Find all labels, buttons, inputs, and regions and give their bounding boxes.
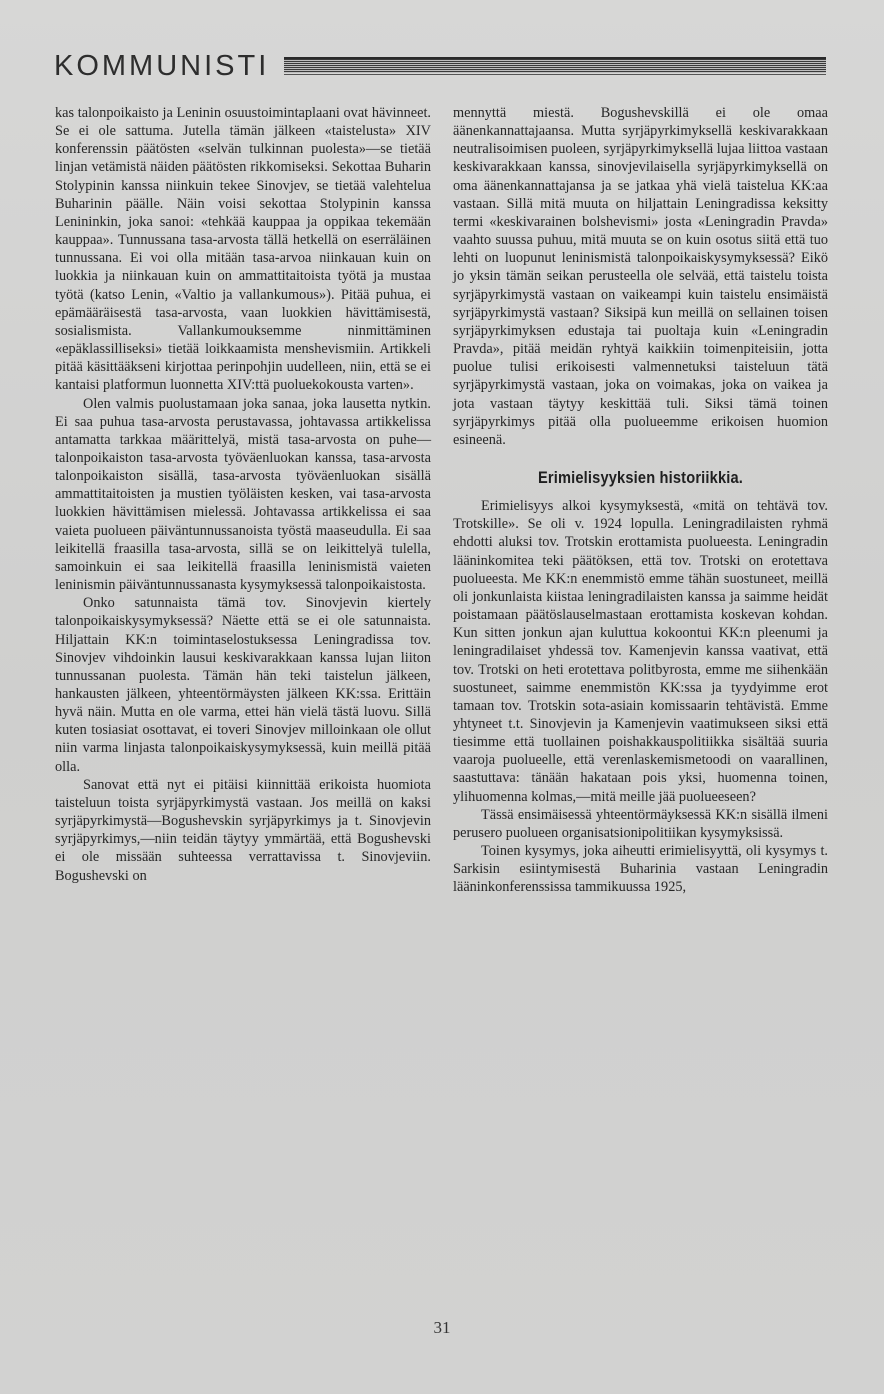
journal-title: KOMMUNISTI (54, 50, 270, 82)
header-rule-thin (284, 74, 826, 75)
paragraph: Onko satunnaista tämä tov. Sinovjevin kiertely talonpoikaiskysymyksessä? Näette että se ei ole satunnaista. Hiljattain KK:n toimintaselostuksessa Leningradissa tov. Sinovjev vihdoinkin lausui keskivarakkaan kanssa lujan liiton tunnussanan puolesta. Tämän hän teki taistelun jälkeen, hankausten jälkeen, yhteentörmäysten jälkeen KK:ssa. Erittäin hyvä näin. Mutta en ole varma, ettei hän vielä tästä luovu. Sillä kuten tosiasiat osottavat, ei toveri Sinovjev milloinkaan ole ollut niin varma linjasta talonpoikaiskysymyksessä, kuin meillä pitää olla. (55, 595, 431, 775)
paragraph: Sanovat että nyt ei pitäisi kiinnittää erikoista huomiota taisteluun toista syrjäpyrkimystä vastaan. Jos meillä on kaksi syrjäpyrkimystä—Bogushevskin syrjäpyrkimys ja t. Sinovjevin syrjäpyrkimys,—niin teidän täytyy ymmärtää, että Bogushevski ei ole missään suhteessa verrattavissa t. Sinovjeviin. Bogushevski on (55, 776, 431, 884)
paragraph: Tässä ensimäisessä yhteentörmäyksessä KK:n sisällä ilmeni perusero puolueen organisatsionipolitiikan kysymyksissä. (453, 806, 828, 841)
section-heading: Erimielisyyksien historiikkia. (537, 467, 744, 487)
right-column (453, 104, 828, 897)
paragraph: Erimielisyys alkoi kysymyksestä, «mitä on tehtävä tov. Trotskille». Se oli v. 1924 lopulla. Leningradilaisten ryhmä ehdotti aluksi tov. Trotskin erottamista puolueesta. Leningradin lääninkomitea teki päätöksen, että tov. Trotski on erotettava puolueesta. Me KK:n enemmistö emme tähän suostuneet, meillä oli jonkunlaista kiistaa leningradilaisten kanssa ja saimme heidät poistamaan päätöslauselmastaan erottamista koskevan kohdan. Kun sitten jonkun ajan kuluttua kokoontui KK:n pleenumi ja leningradilaiset yhdessä tov. Kamenjevin kanssa vaativat, että tov. Trotski on heti erotettava politbyrosta, emme me siihenkään suostuneet, saimme enemmistön KK:ssa ja tyydyimme erot tamaan tov. Trotskin sota-asiain komissaarin tehtävistä. Emme yhtyneet t.t. Sinovjevin ja Kamenjevin vaatimukseen siksi että tiesimme että tuollainen poishakkauspolitiikka sisältää suuria vaaroja puolueelle, että verenlaskemismetoodi on vaarallinen, saastuttava: tänään hakataan pois yksi, huomenna toinen, ylihuomenna kolmas,—mitä meille jää puolueeseen? (453, 498, 828, 805)
paragraph: kas talonpoikaisto ja Leninin osuustoimintaplaani ovat hävinneet. Se ei ole sattuma. Jutella tämän jälkeen «taistelusta» XIV konferenssin päätösten «selvän tulkinnan puolesta»—se tietää linjan vetämistä näiden päätösten rikkomiseksi. Sekottaa Buharin Stolypinin kanssa niinkuin tekee Sinovjev, se tietää valehtelua Buharinin päälle. Näin voisi sekottaa Stolypinin kanssa Lenininkin, joka sanoi: «tehkää kauppaa ja oppikaa tekemään kauppaa». Tunnussana tasa-arvosta tällä hetkellä on eserräläinen tunnussana. Ei voi olla mitään tasa-arvoa niinkauan kuin on luokkia ja niinkauan kuin on ammattitaitoista työtä ja mustaa työtä (katso Lenin, «Valtio ja vallankumous»). Pitää puhua, ei epämääräisestä tasa-arvosta, vaan luokkien hävittämisestä, sosialismista. Vallankumouksemme ninmittäminen «epäklassilliseksi» tietää loikkaamista menshevismiin. Artikkeli pitää käsittääkseni kirjottaa perinpohjin uudelleen, niin, että se ei kantaisi platformun luonnetta XIV:ttä puoluekokousta varten». (55, 105, 431, 394)
page-number: 31 (433, 1318, 451, 1337)
header-rule (284, 57, 826, 73)
paragraph: mennyttä miestä. Bogushevskillä ei ole omaa äänenkannattajaansa. Mutta syrjäpyrkimyksellä keskivarakkaan neutralisoimisen puoleen, syrjäpyrkimyksellä lujaa liittoa vastaan keskivarakkaan kanssa, sinovjevilaisella syrjäpyrkimyksellä on oma äänenkannattajansa ja se jatkaa yhä vielä taistelua KK:aa vastaan. Sillä mitä muuta on hiljattain Leningradissa keksitty termi «keskivarainen bolshevismi» josta «Leningradin Pravda» vaahto suussa puhuu, mitä muuta se on kuin osotus siitä että tuo lehti on luopunut leninismistä talonpoikaiskysymyksessä? Eikö jo yksin tämän seikan perusteella ole selvää, että taistelu toista syrjäpyrkimystä vastaan on vaikeampi kuin taistelu ensimäistä syrjäpyrkimystä vastaan? Siksipä kun meillä on sellainen toisen syrjäpyrkimyksen edustaja tai puoltaja kuin «Leningradin Pravda», pitää meidän ryhtyä kaikkiin toimenpiteisiin, jotta puolue tulisi erikoisesti valmennetuksi taisteluun tätä syrjäpyrkimystä vastaan, joka on voimakas, joka on vaikea ja jota vastaan täytyy keskittää tuli. Siksi tämä toinen syrjäpyrkimys pitää olla puolueemme erikoisen huomion esineenä. (453, 105, 828, 448)
page-header (54, 44, 826, 94)
paragraph: Olen valmis puolustamaan joka sanaa, joka lausetta nytkin. Ei saa puhua tasa-arvosta perustavassa, johtavassa artikkelissa antamatta tarkkaa määrittelyä, mistä tasa-arvosta on puhe—talonpoikaiston tasa-arvosta työväenluokan kanssa, tasa-arvosta talonpoikaiston sisällä, tasa-arvosta työväenluokan sisällä ammattitaitoisten ja mustien työläisten kesken, vai tasa-arvosta luokkien hävittämisen mielessä. Johtavassa artikkelissa ei saa vaieta puolueen päiväntunnussanoista työstä maaseudulla. Ei saa leikitellä fraasilla tasa-arvosta, sillä se on leikittelyä tulella, samoinkuin ei saa leikitellä fraasilla leninismistä vaieten leninismin päiväntunnussanasta kysymyksessä talonpoikaistosta. (55, 395, 431, 594)
left-column (55, 104, 431, 885)
paragraph: Toinen kysymys, joka aiheutti erimielisyyttä, oli kysymys t. Sarkisin esiintymisestä Buharinia vastaan Leningradin lääninkonferenssissa tammikuussa 1925, (453, 843, 828, 896)
